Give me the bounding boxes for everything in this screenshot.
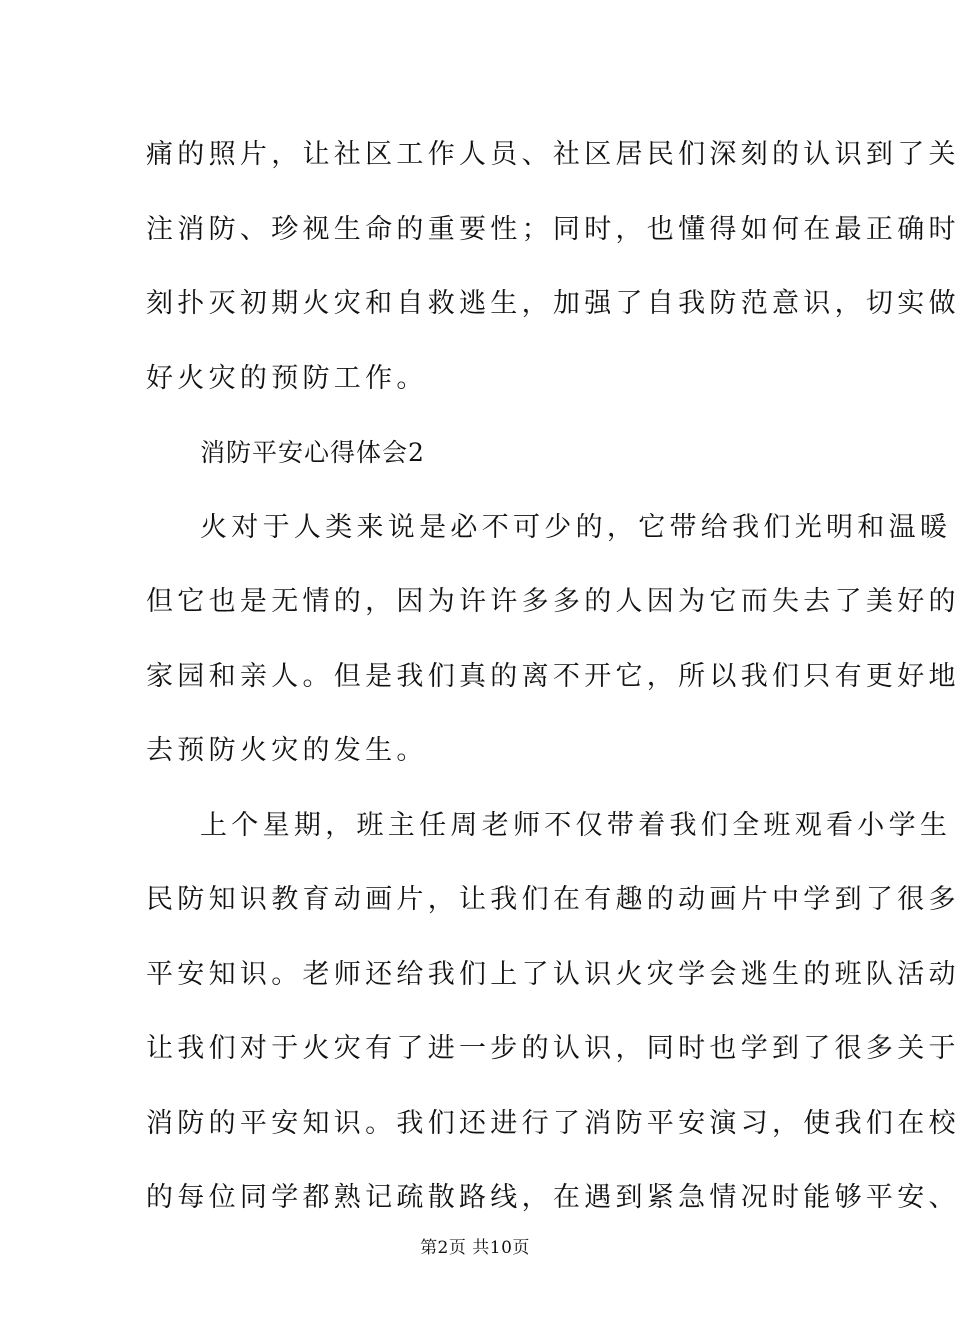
body-line: 刻扑灭初期火灾和自救逃生，加强了自我防范意识，切实做 (146, 288, 960, 319)
body-line: 家园和亲人。但是我们真的离不开它，所以我们只有更好地 (146, 660, 960, 692)
section-heading: 消防平安心得体会2 (200, 438, 425, 467)
body-line: 注消防、珍视生命的重要性；同时，也懂得如何在最正确时 (146, 213, 960, 245)
body-line: 痛的照片，让社区工作人员、社区居民们深刻的认识到了关 (146, 139, 960, 170)
body-line: 平安知识。老师还给我们上了认识火灾学会逃生的班队活动 (146, 958, 960, 990)
body-line: 去预防火灾的发生。 (146, 735, 428, 766)
body-line: 火对于人类来说是必不可少的，它带给我们光明和温暖 (200, 511, 952, 543)
body-line: 民防知识教育动画片，让我们在有趣的动画片中学到了很多 (146, 884, 960, 915)
page-footer: 第2页 共10页 (420, 1238, 530, 1258)
body-line: 让我们对于火灾有了进一步的认识，同时也学到了很多关于 (146, 1033, 960, 1064)
body-line: 的每位同学都熟记疏散路线，在遇到紧急情况时能够平安、 (146, 1182, 960, 1213)
body-line: 消防的平安知识。我们还进行了消防平安演习，使我们在校 (146, 1107, 960, 1139)
body-line: 好火灾的预防工作。 (146, 362, 428, 394)
body-line: 上个星期，班主任周老师不仅带着我们全班观看小学生 (200, 809, 952, 841)
document-body (146, 118, 960, 1236)
body-line: 但它也是无情的，因为许许多多的人因为它而失去了美好的 (146, 586, 960, 617)
